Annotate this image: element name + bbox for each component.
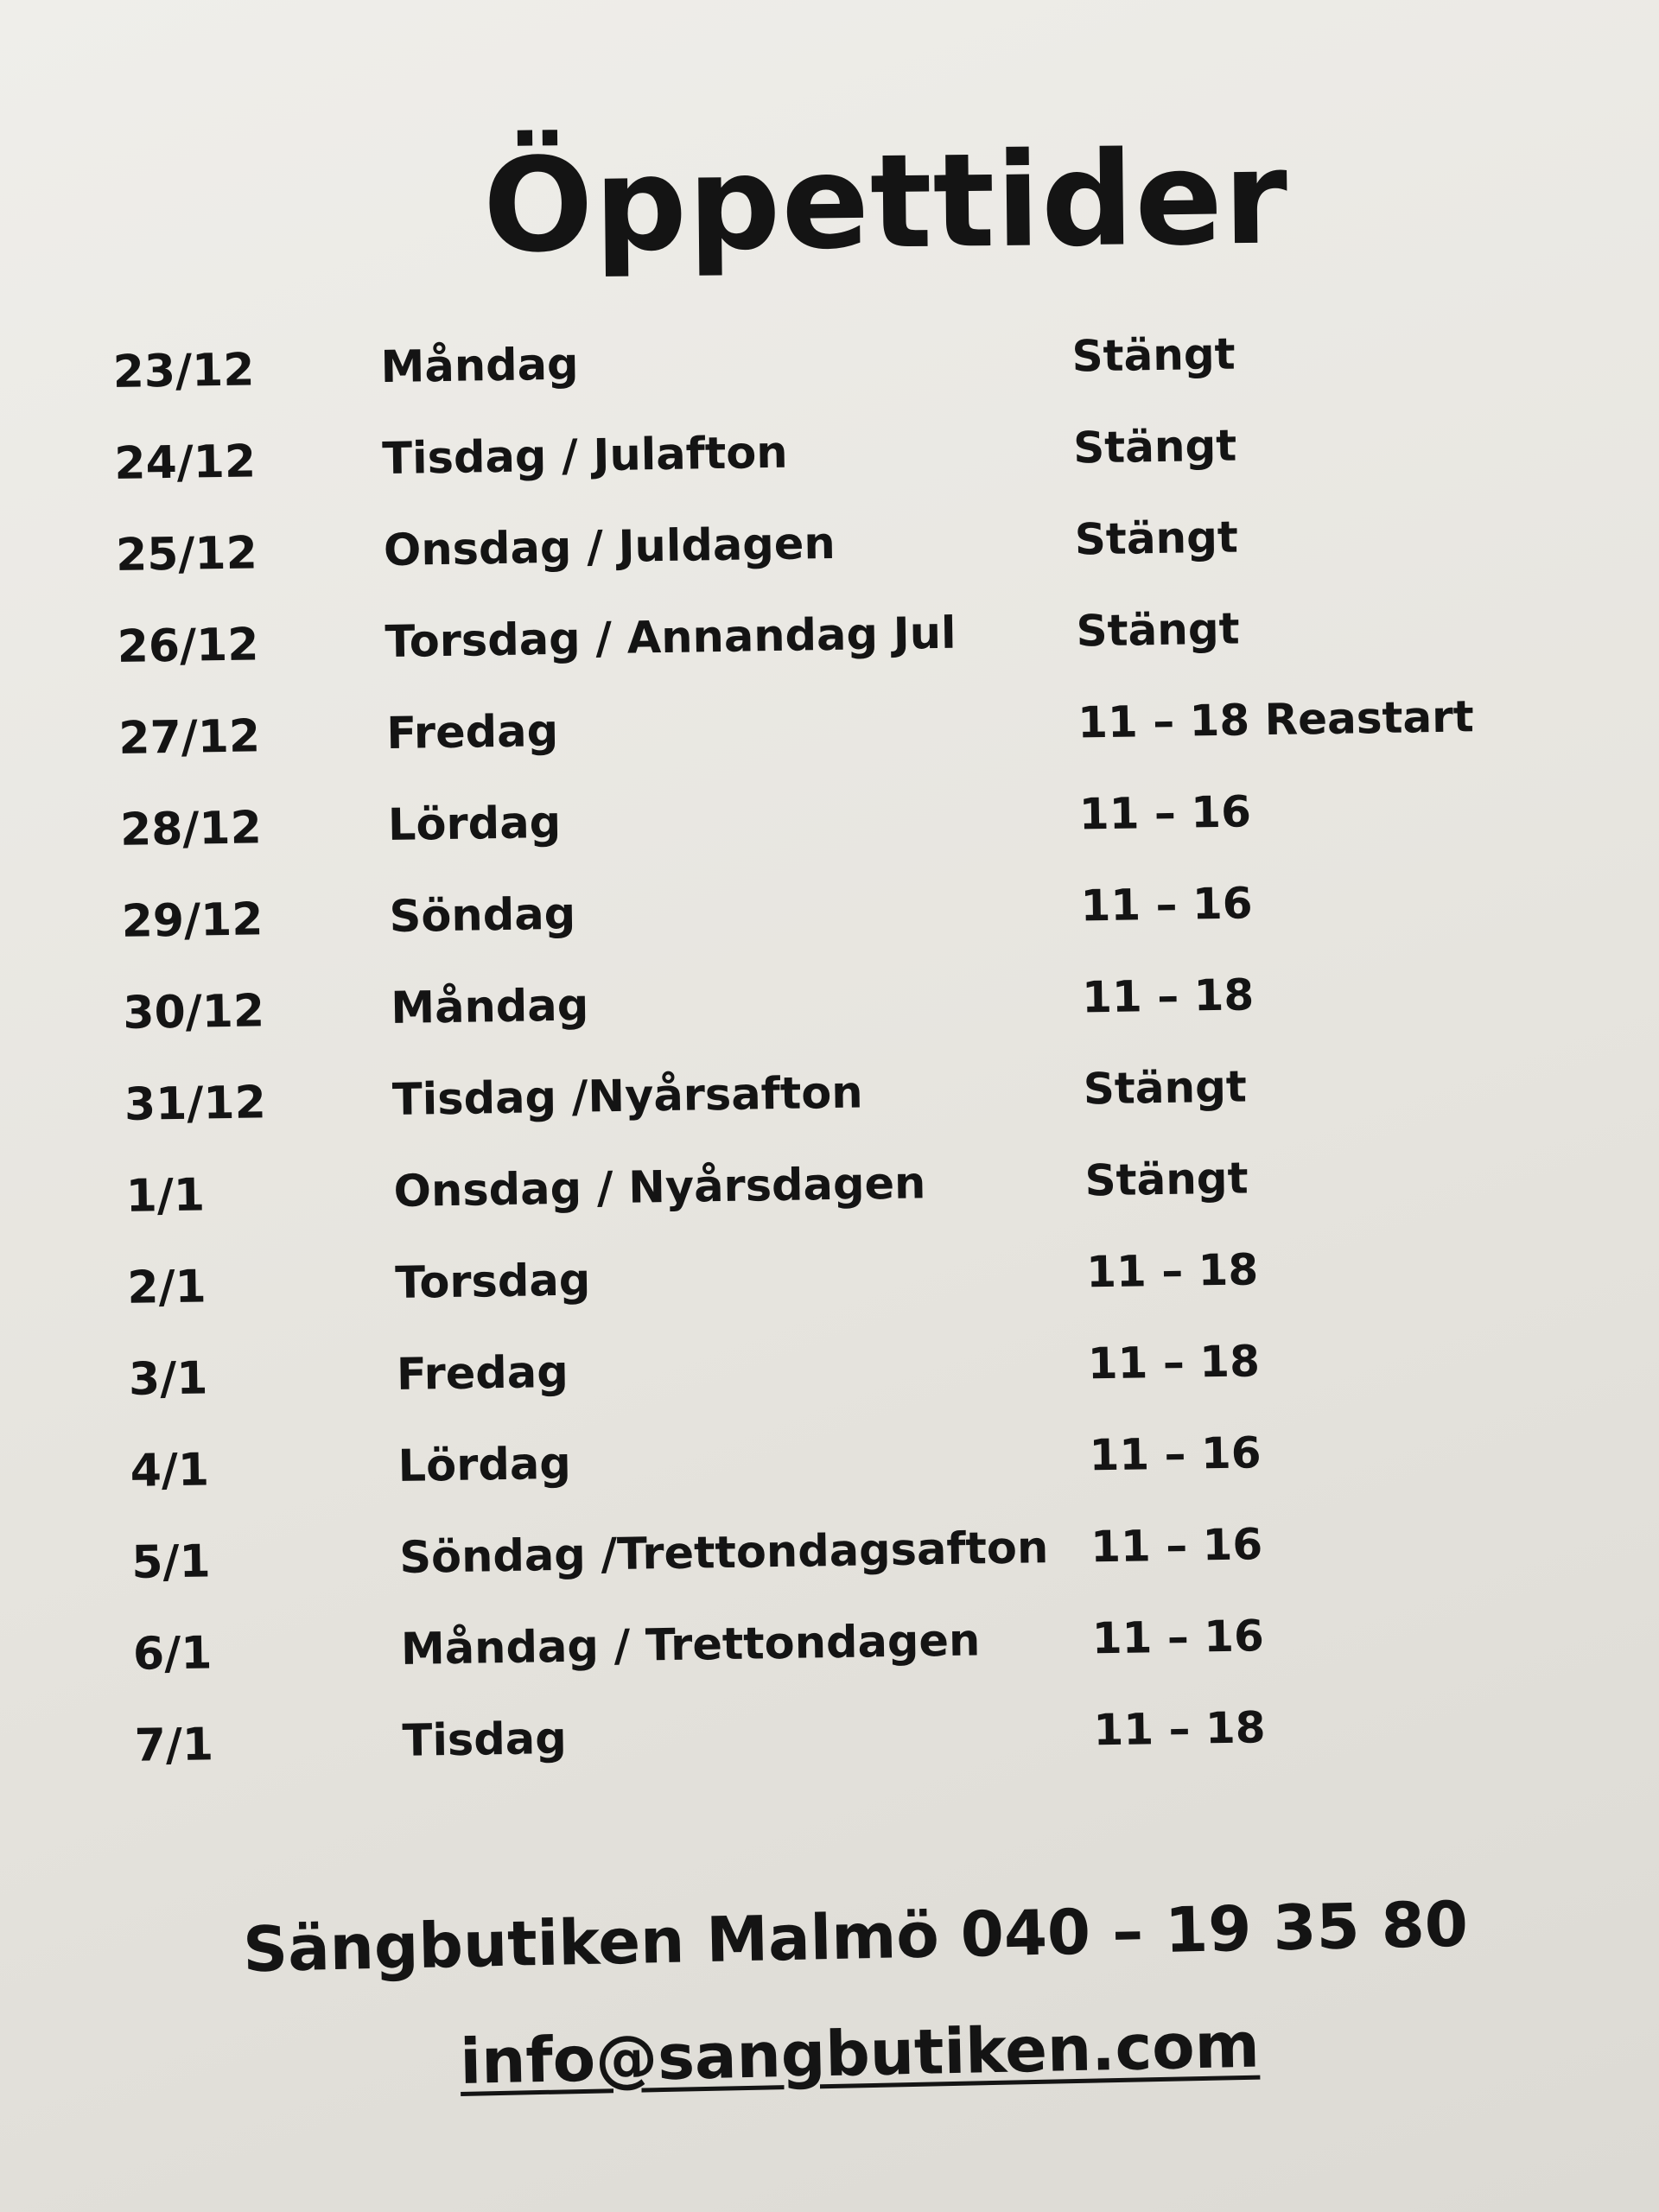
row-day: Lördag xyxy=(397,1438,572,1492)
row-hours: 11 – 18 Reastart xyxy=(1077,691,1475,748)
row-date: 28/12 xyxy=(119,802,263,856)
row-date: 7/1 xyxy=(134,1719,214,1772)
row-hours: Stängt xyxy=(1072,420,1237,474)
row-date: 4/1 xyxy=(130,1444,210,1497)
row-date: 30/12 xyxy=(122,985,265,1039)
row-day: Måndag / Trettondagen xyxy=(400,1615,981,1675)
email-link[interactable]: info@sangbutiken.com xyxy=(459,2008,1261,2098)
row-day: Torsdag / Annandag Jul xyxy=(385,607,957,669)
row-hours: 11 – 18 xyxy=(1081,969,1255,1023)
page-title: Öppettider xyxy=(482,123,1289,283)
row-hours: 11 – 18 xyxy=(1085,1244,1259,1298)
row-hours: Stängt xyxy=(1074,512,1239,565)
row-hours: 11 – 16 xyxy=(1090,1519,1263,1573)
row-day: Tisdag / Julafton xyxy=(381,427,789,486)
row-day: Lördag xyxy=(387,797,562,852)
row-hours: Stängt xyxy=(1071,328,1236,382)
row-date: 6/1 xyxy=(132,1627,213,1681)
row-hours: 11 – 16 xyxy=(1078,786,1252,840)
store-contact: Sängbutiken Malmö 040 – 19 35 80 xyxy=(242,1887,1469,1986)
row-date: 3/1 xyxy=(128,1352,208,1406)
row-day: Tisdag /Nyårsafton xyxy=(391,1067,864,1127)
row-hours: 11 – 16 xyxy=(1091,1611,1265,1664)
row-day: Måndag xyxy=(390,980,589,1035)
row-day: Onsdag / Nyårsdagen xyxy=(393,1158,926,1218)
row-day: Tisdag xyxy=(402,1713,568,1767)
row-date: 1/1 xyxy=(125,1169,206,1223)
row-hours: 11 – 18 xyxy=(1093,1702,1266,1756)
row-hours: 11 – 16 xyxy=(1089,1427,1262,1481)
opening-hours-table xyxy=(0,308,1659,1800)
row-day: Måndag xyxy=(380,339,580,394)
row-day: Onsdag / Juldagen xyxy=(383,518,836,577)
row-day: Fredag xyxy=(385,705,559,760)
row-day: Fredag xyxy=(396,1346,569,1401)
email-line xyxy=(0,2000,1659,2107)
row-day: Söndag xyxy=(389,888,576,944)
row-day: Torsdag xyxy=(394,1255,591,1309)
row-day: Söndag /Trettondagsafton xyxy=(398,1522,1049,1584)
row-hours: Stängt xyxy=(1084,1153,1249,1206)
row-hours: Stängt xyxy=(1076,603,1240,657)
row-date: 25/12 xyxy=(115,527,258,582)
row-date: 31/12 xyxy=(124,1077,267,1131)
row-hours: 11 – 18 xyxy=(1087,1336,1261,1389)
row-date: 2/1 xyxy=(126,1261,207,1314)
row-hours: 11 – 16 xyxy=(1080,878,1253,931)
row-hours: Stängt xyxy=(1083,1061,1248,1115)
row-date: 27/12 xyxy=(118,710,261,765)
row-date: 26/12 xyxy=(117,619,259,673)
row-date: 5/1 xyxy=(130,1535,212,1589)
row-date: 24/12 xyxy=(113,435,257,490)
row-date: 23/12 xyxy=(112,344,255,398)
row-date: 29/12 xyxy=(121,893,264,948)
